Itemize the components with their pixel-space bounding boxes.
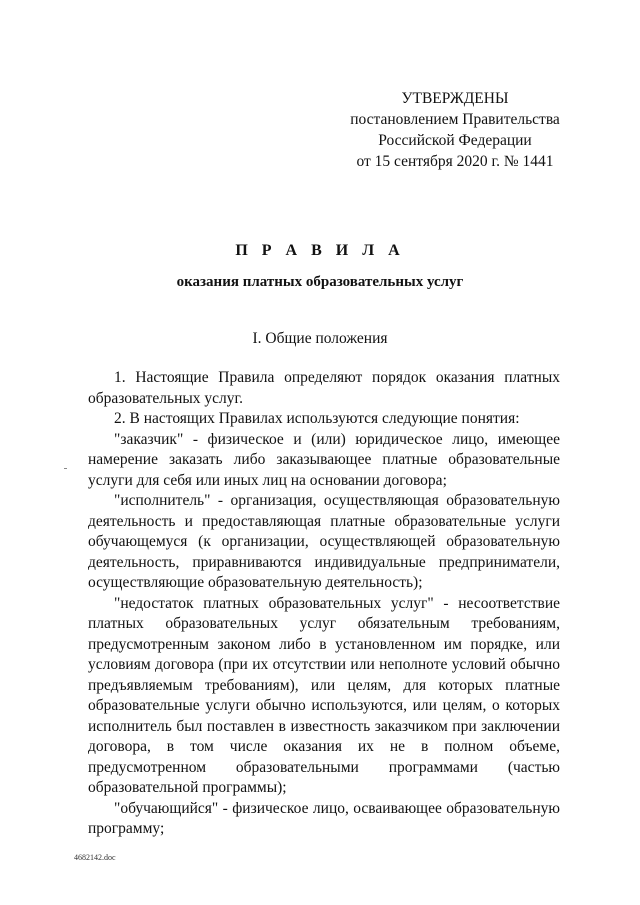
section-heading: I. Общие положения xyxy=(252,330,388,347)
document-subtitle: оказания платных образовательных услуг xyxy=(176,274,464,290)
paragraph: 2. В настоящих Правилах используются следующие понятия: xyxy=(114,410,520,427)
definition-paragraph: "исполнитель" - организация, осуществляющая образовательную деятельность и предоставляющая платные образовательные услуги обучающемуся (к организации, осуществляющей образовательную деятельность, приравниваются индивидуальные предприниматели, осуществляющие образовательную деятельность); xyxy=(88,492,560,591)
approval-line: Российской Федерации xyxy=(378,132,532,149)
approval-date-number: от 15 сентября 2020 г. № 1441 xyxy=(356,153,554,170)
approval-line: постановлением Правительства xyxy=(350,111,560,128)
approval-stamp xyxy=(330,88,580,172)
paragraph: 1. Настоящие Правила определяют порядок оказания платных образовательных услуг. xyxy=(88,369,560,407)
file-code: 4682142.doc xyxy=(74,853,116,862)
margin-mark xyxy=(64,468,67,469)
definition-paragraph: "недостаток платных образовательных услуг" - несоответствие платных образовательных услуг обязательным требованиям, предусмотренным законом либо в установленном им порядке, или условиям договора (при их отсутствии или неполноте условий обычно предъявляемым требованиям), или целям, для которых платные образовательные услуги обычно используются, или целям, о которых исполнитель был поставлен в известность заказчиком при заключении договора, в том числе оказания их не в полном объеме, предусмотренном образовательными программами (частью образовательной программы); xyxy=(88,594,560,796)
definition-paragraph: "обучающийся" - физическое лицо, осваивающее образовательную программу; xyxy=(88,799,560,837)
document-title: П Р А В И Л А xyxy=(235,242,405,259)
approval-heading: УТВЕРЖДЕНЫ xyxy=(401,90,509,107)
document-body xyxy=(88,368,560,840)
definition-paragraph: "заказчик" - физическое и (или) юридическое лицо, имеющее намерение заказать либо заказывающее платные образовательные услуги для себя или иных лиц на основании договора; xyxy=(88,430,560,489)
